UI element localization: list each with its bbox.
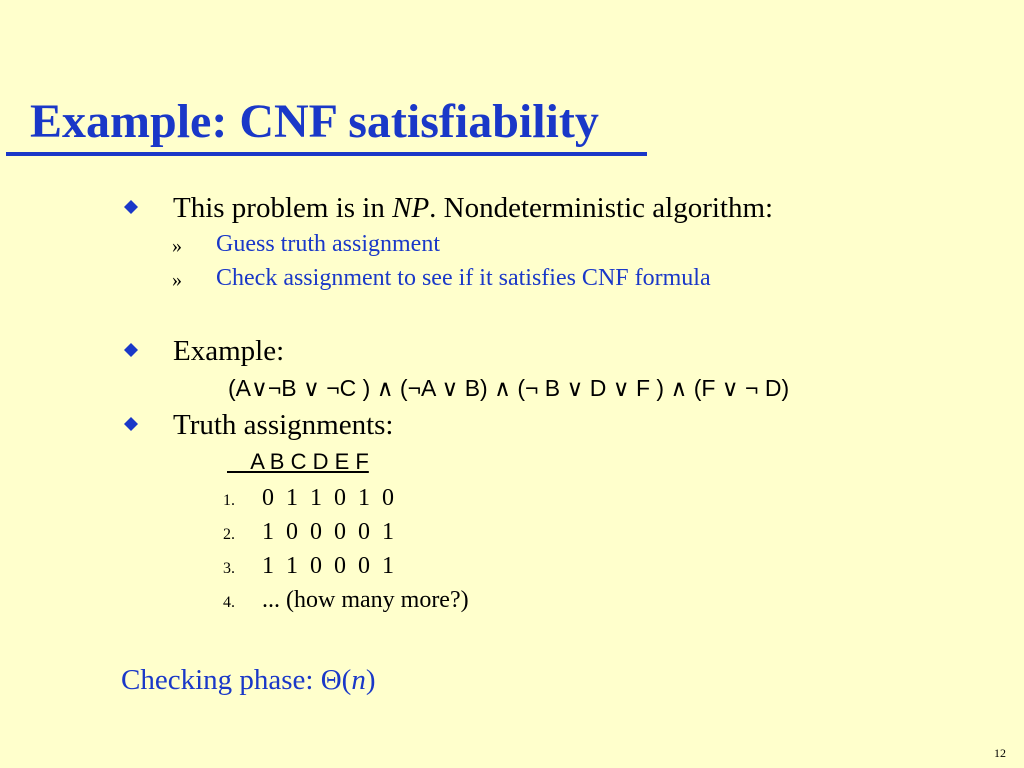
truth-row: ... (how many more?) [262, 587, 469, 613]
np-term: NP [392, 192, 430, 224]
diamond-bullet-icon [124, 417, 138, 431]
bullet-np-statement [173, 190, 773, 226]
np-prefix: This problem is in [173, 192, 393, 224]
sub-item-guess: Guess truth assignment [216, 231, 440, 257]
sub-item-check: Check assignment to see if it satisfies CNF formula [216, 265, 711, 291]
bullet-example-label: Example: [173, 335, 285, 367]
truth-table-header: A B C D E F [227, 449, 369, 474]
row-number: 2. [223, 526, 235, 543]
sub-bullet-marker: » [172, 269, 182, 291]
row-number: 3. [223, 560, 235, 577]
np-suffix: . Nondeterministic algorithm: [429, 192, 774, 224]
checking-phase [121, 662, 376, 698]
row-number: 4. [223, 594, 235, 611]
diamond-bullet-icon [124, 200, 138, 214]
checking-n: n [351, 664, 366, 696]
truth-row: 0 1 1 0 1 0 [262, 485, 394, 511]
diamond-bullet-icon [124, 343, 138, 357]
cnf-formula: (A∨¬B ∨ ¬C ) ∧ (¬A ∨ B) ∧ (¬ B ∨ D ∨ F ) ∧ (F ∨ ¬ D) [228, 375, 790, 401]
title-underline [6, 152, 647, 156]
truth-row: 1 0 0 0 0 1 [262, 519, 394, 545]
page-number: 12 [994, 746, 1006, 760]
bullet-truth-label: Truth assignments: [173, 409, 394, 441]
truth-row: 1 1 0 0 0 1 [262, 553, 394, 579]
sub-bullet-marker: » [172, 235, 182, 257]
checking-prefix: Checking phase: Θ( [121, 664, 352, 696]
slide-title: Example: CNF satisfiability [30, 95, 599, 148]
checking-suffix: ) [365, 664, 376, 696]
row-number: 1. [223, 492, 235, 509]
